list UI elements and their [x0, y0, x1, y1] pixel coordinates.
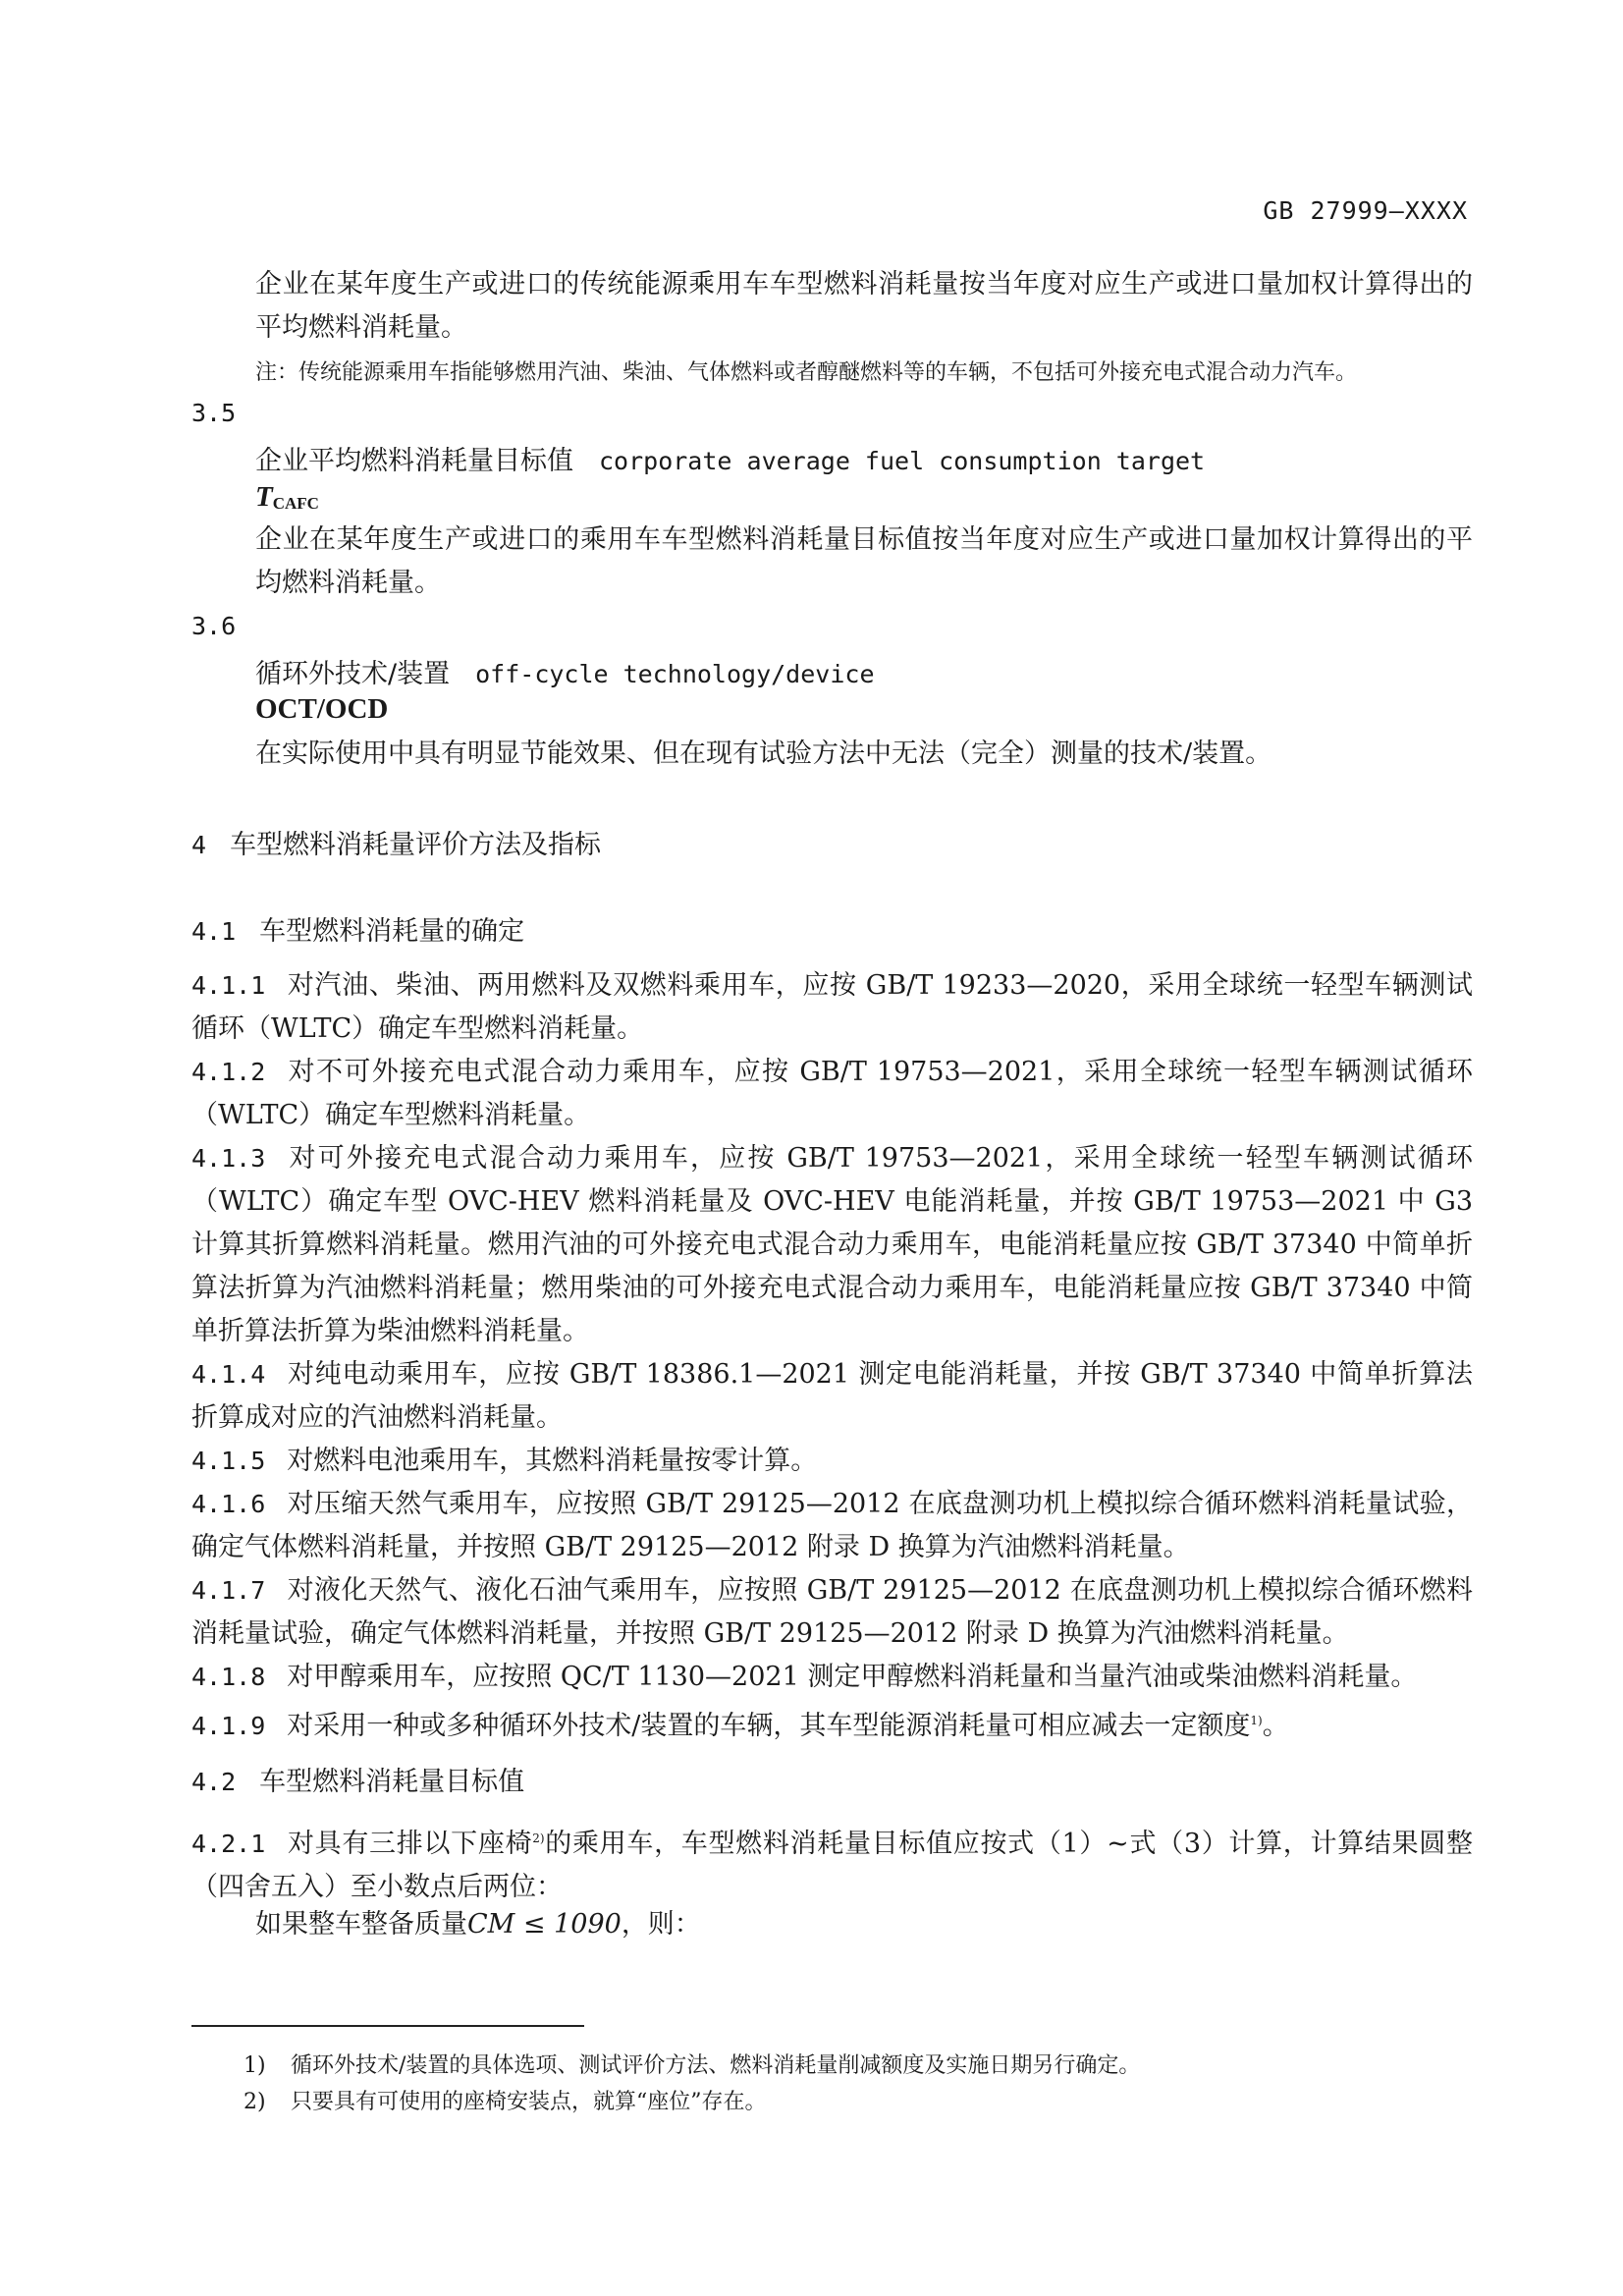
clause-3-6-number: 3.6	[191, 612, 237, 640]
section-4-2-heading: 4.2 车型燃料消耗量目标值	[191, 1767, 525, 1797]
term-3-6	[255, 652, 875, 690]
clause-4-1-2: 4.1.2 对不可外接充电式混合动力乘用车，应按 GB/T 19753—2021，采用全球统一轻型车辆测试循环（WLTC）确定车型燃料消耗量。	[191, 1057, 1473, 1130]
symbol-tcafc: $T_{CAFC}$	[255, 481, 319, 513]
term-3-6-zh: 循环外技术/装置	[255, 659, 451, 689]
clause-3-5-number: 3.5	[191, 399, 237, 427]
condition-formula: CM ≤ 1090	[467, 1909, 622, 1940]
footnote-ref-1: 1)	[1250, 1714, 1263, 1727]
footnote-ref-2: 2)	[532, 1831, 545, 1845]
clause-4-1-5: 4.1.5 对燃料电池乘用车，其燃料消耗量按零计算。	[191, 1446, 818, 1476]
section-4-1-heading: 4.1 车型燃料消耗量的确定	[191, 916, 525, 947]
clause-4-1-4: 4.1.4 对纯电动乘用车，应按 GB/T 18386.1—2021 测定电能消耗量，并按 GB/T 37340 中简单折算法折算成对应的汽油燃料消耗量。	[191, 1359, 1473, 1433]
footnote-separator	[191, 2025, 584, 2027]
definition-3-6-text: 在实际使用中具有明显节能效果、但在现有试验方法中无法（完全）测量的技术/装置。	[255, 738, 1272, 769]
clause-4-1-7: 4.1.7 对液化天然气、液化石油气乘用车，应按照 GB/T 29125—2012 在底盘测功机上模拟综合循环燃料消耗量试验，确定气体燃料消耗量，并按照 GB/T 29125—2012 附录 D 换算为汽油燃料消耗量。	[191, 1575, 1473, 1649]
term-3-5-en: corporate average fuel consumption target	[599, 447, 1206, 475]
note-3-4: 注：传统能源乘用车指能够燃用汽油、柴油、气体燃料或者醇醚燃料等的车辆，不包括可外接充电式混合动力汽车。	[255, 360, 1358, 385]
abbreviation-oct-ocd: OCT/OCD	[255, 693, 389, 725]
footnote-2: 2) 只要具有可使用的座椅安装点，就算“座位”存在。	[243, 2090, 767, 2114]
definition-3-4-text: 企业在某年度生产或进口的传统能源乘用车车型燃料消耗量按当年度对应生产或进口量加权计算得出的平均燃料消耗量。	[255, 269, 1473, 343]
section-4-heading: 4 车型燃料消耗量评价方法及指标	[191, 830, 602, 860]
clause-4-2-1: 4.2.1 对具有三排以下座椅$^{2)}$的乘用车，车型燃料消耗量目标值应按式（1）~式（3）计算，计算结果圆整（四舍五入）至小数点后两位：	[191, 1829, 1473, 1902]
clause-4-1-1: 4.1.1 对汽油、柴油、两用燃料及双燃料乘用车，应按 GB/T 19233—2020，采用全球统一轻型车辆测试循环（WLTC）确定车型燃料消耗量。	[191, 970, 1473, 1044]
clause-4-1-8: 4.1.8 对甲醇乘用车，应按照 QC/T 1130—2021 测定甲醇燃料消耗量和当量汽油或柴油燃料消耗量。	[191, 1662, 1418, 1692]
clause-4-1-3: 4.1.3 对可外接充电式混合动力乘用车，应按 GB/T 19753—2021，采用全球统一轻型车辆测试循环（WLTC）确定车型 OVC-HEV 燃料消耗量及 OVC-HEV 电能消耗量，并按 GB/T 19753—2021 中 G3 计算其折算燃料消耗量。燃用汽油的可外接充电式混合动力乘用车，电能消耗量应按 GB/T 37340 中简单折算法折算为汽油燃料消耗量；燃用柴油的可外接充电式混合动力乘用车，电能消耗量应按 GB/T 37340 中简单折算法折算为柴油燃料消耗量。	[191, 1143, 1473, 1346]
clause-4-1-9: 4.1.9 对采用一种或多种循环外技术/装置的车辆，其车型能源消耗量可相应减去一定额度$^{1)}$。	[191, 1711, 1289, 1741]
term-3-5	[255, 439, 1205, 477]
mass-condition: 如果整车整备质量CM ≤ 1090，则：	[255, 1909, 701, 1940]
term-3-5-zh: 企业平均燃料消耗量目标值	[255, 446, 573, 476]
definition-3-5-text: 企业在某年度生产或进口的乘用车车型燃料消耗量目标值按当年度对应生产或进口量加权计算得出的平均燃料消耗量。	[255, 524, 1473, 598]
term-3-6-en: off-cycle technology/device	[475, 660, 875, 688]
footnote-1: 1) 循环外技术/装置的具体选项、测试评价方法、燃料消耗量削减额度及实施日期另行确定。	[243, 2053, 1141, 2078]
document-code: GB 27999—XXXX	[1263, 196, 1468, 225]
clause-4-1-6: 4.1.6 对压缩天然气乘用车，应按照 GB/T 29125—2012 在底盘测功机上模拟综合循环燃料消耗量试验，确定气体燃料消耗量，并按照 GB/T 29125—2012 附录 D 换算为汽油燃料消耗量。	[191, 1489, 1473, 1562]
